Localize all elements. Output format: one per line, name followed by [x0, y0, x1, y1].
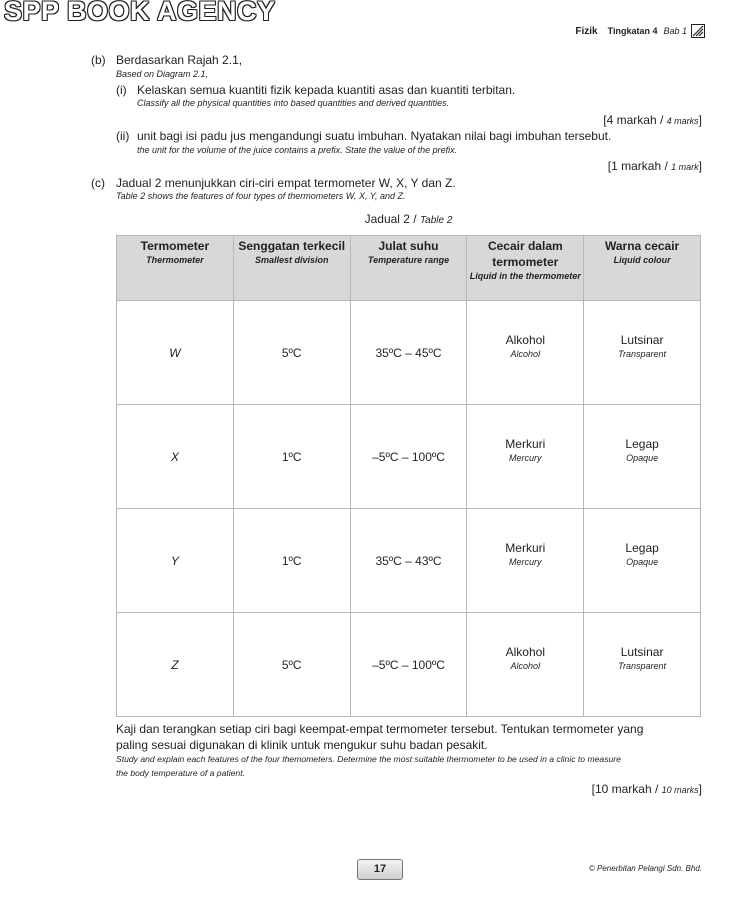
table-header-row — [117, 236, 701, 301]
form-level: Tingkatan 4 — [607, 26, 658, 36]
table-row — [117, 301, 701, 405]
chapter-icon — [691, 24, 705, 38]
part-b-intro: Berdasarkan Rajah 2.1, — [116, 53, 243, 67]
part-c-intro-en: Table 2 shows the features of four types of thermometers W, X, Y, and Z. — [116, 191, 406, 201]
cell-division: 1ºC — [233, 405, 350, 509]
cell-liquid: Merkuri Mercury — [467, 405, 584, 509]
q-b-ii-text-en: the unit for the volume of the juice contains a prefix. State the value of the prefix. — [137, 145, 458, 155]
cell-liquid: Merkuri Mercury — [467, 509, 584, 613]
q-b-i-text: Kelaskan semua kuantiti fizik kepada kuantiti asas dan kuantiti terbitan. — [137, 83, 516, 97]
part-c-intro: Jadual 2 menunjukkan ciri-ciri empat termometer W, X, Y dan Z. — [116, 176, 456, 190]
cell-thermometer: Y — [117, 509, 234, 613]
col-header-smallest-division: Senggatan terkecil Smallest division — [233, 236, 350, 301]
q-b-i-marks: [4 markah / 4 marks] — [603, 113, 702, 127]
table-row — [117, 405, 701, 509]
cell-liquid: Alkohol Alcohol — [467, 613, 584, 717]
cell-thermometer: X — [117, 405, 234, 509]
cell-colour: Lutsinar Transparent — [584, 613, 701, 717]
cell-thermometer: W — [117, 301, 234, 405]
task-text-en-line-1: Study and explain each features of the four themometers. Determine the most suitable thermometer to be used in a clinic to measure — [116, 754, 621, 764]
page-number: 17 — [357, 859, 403, 880]
cell-range: –5ºC – 100ºC — [350, 613, 467, 717]
cell-range: 35ºC – 45ºC — [350, 301, 467, 405]
thermometer-table — [116, 235, 701, 717]
cell-division: 5ºC — [233, 301, 350, 405]
q-b-ii-text: unit bagi isi padu jus mengandungi suatu imbuhan. Nyatakan nilai bagi imbuhan tersebut. — [137, 129, 612, 143]
part-b-label: (b) — [91, 53, 106, 67]
q-b-ii-label: (ii) — [116, 129, 130, 143]
col-header-liquid-colour: Warna cecair Liquid colour — [584, 236, 701, 301]
table-row — [117, 613, 701, 717]
copyright: © Penerbitan Pelangi Sdn. Bhd. — [588, 864, 702, 873]
cell-colour: Lutsinar Transparent — [584, 301, 701, 405]
q-b-i-text-en: Classify all the physical quantities into based quantities and derived quantities. — [137, 98, 450, 108]
col-header-temperature-range: Julat suhu Temperature range — [350, 236, 467, 301]
task-text-en-line-2: the body temperature of a patient. — [116, 768, 245, 778]
cell-division: 1ºC — [233, 509, 350, 613]
col-header-thermometer: Termometer Thermometer — [117, 236, 234, 301]
part-c-label: (c) — [91, 176, 105, 190]
cell-liquid: Alkohol Alcohol — [467, 301, 584, 405]
subject: Fizik — [575, 25, 598, 37]
part-b-intro-en: Based on Diagram 2.1, — [116, 69, 209, 79]
watermark: SPP BOOK AGENCY — [4, 0, 276, 26]
chapter: Bab 1 — [663, 26, 687, 36]
table-row — [117, 509, 701, 613]
col-header-liquid: Cecair dalam termometer Liquid in the thermometer — [467, 236, 584, 301]
q-b-ii-marks: [1 markah / 1 mark] — [607, 159, 702, 173]
task-text-line-2: paling sesuai digunakan di klinik untuk mengukur suhu badan pesakit. — [116, 738, 488, 752]
cell-range: –5ºC – 100ºC — [350, 405, 467, 509]
q-b-i-label: (i) — [116, 83, 127, 97]
cell-colour: Legap Opaque — [584, 405, 701, 509]
q-c-marks: [10 markah / 10 marks] — [591, 782, 702, 796]
running-header — [575, 24, 705, 38]
table-caption: Jadual 2 / Table 2 — [364, 212, 453, 226]
cell-range: 35ºC – 43ºC — [350, 509, 467, 613]
cell-thermometer: Z — [117, 613, 234, 717]
cell-division: 5ºC — [233, 613, 350, 717]
task-text-line-1: Kaji dan terangkan setiap ciri bagi keempat-empat termometer tersebut. Tentukan termometer yang — [116, 722, 644, 736]
cell-colour: Legap Opaque — [584, 509, 701, 613]
